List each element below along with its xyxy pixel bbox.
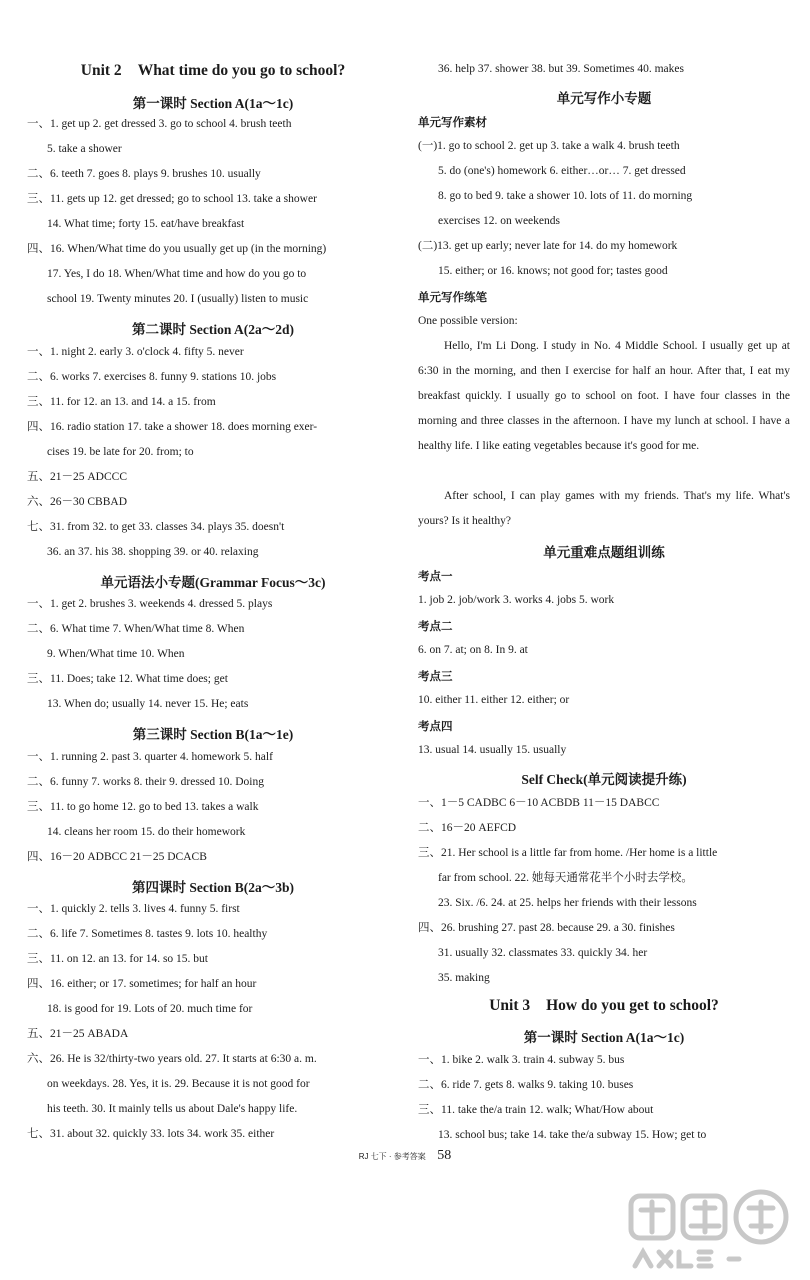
answer-line: 36. help 37. shower 38. but 39. Sometimes 40. makes	[438, 63, 684, 75]
unit-question: What time do you go to school?	[137, 62, 346, 79]
answer-line: 四、16－20 ADBCC 21－25 DCACB	[27, 851, 207, 863]
answer-line: 一、1. bike 2. walk 3. train 4. subway 5. bus	[418, 1054, 625, 1066]
unit-title	[418, 997, 790, 1015]
answer-line: 二、6. works 7. exercises 8. funny 9. stations 10. jobs	[27, 371, 277, 383]
answer-line: 15. either; or 16. knows; not good for; tastes good	[438, 265, 668, 277]
section-heading: 第四课时 Section B(2a～3b)	[132, 880, 294, 895]
section-heading: 第一课时 Section A(1a～1c)	[132, 96, 294, 111]
answer-line: 七、31. from 32. to get 33. classes 34. plays 35. doesn't	[27, 521, 285, 533]
answer-line: his teeth. 30. It mainly tells us about Dale's happy life.	[47, 1103, 298, 1115]
answer-line: 1. job 2. job/work 3. works 4. jobs 5. work	[418, 594, 615, 606]
page-footer	[0, 1148, 810, 1164]
answer-line: 三、11. to go home 12. go to bed 13. takes a walk	[27, 801, 259, 813]
answer-line: 8. go to bed 9. take a shower 10. lots of 11. do morning	[438, 190, 693, 202]
answer-line: 5. take a shower	[47, 143, 122, 155]
answer-line: exercises 12. on weekends	[438, 215, 560, 227]
answer-line: 一、1. running 2. past 3. quarter 4. homework 5. half	[27, 751, 273, 763]
answer-line: 六、26－30 CBBAD	[27, 496, 127, 508]
answer-line: 一、1－5 CADBC 6－10 ACBDB 11－15 DABCC	[418, 797, 660, 809]
section-heading: 第一课时 Section A(1a～1c)	[523, 1030, 685, 1045]
answer-line: 二、6. ride 7. gets 8. walks 9. taking 10. buses	[418, 1079, 634, 1091]
section-heading: 单元重难点题组训练	[543, 545, 665, 560]
unit-title	[27, 62, 399, 80]
right-column	[418, 0, 790, 1150]
answer-line: 三、11. gets up 12. get dressed; go to school 13. take a shower	[27, 193, 317, 205]
answer-line: 三、11. Does; take 12. What time does; get	[27, 673, 228, 685]
answer-line: 35. making	[438, 972, 490, 984]
page-number: 58	[437, 1148, 452, 1163]
answer-line: 四、16. When/What time do you usually get up (in the morning)	[27, 243, 327, 255]
section-heading: 第二课时 Section A(2a～2d)	[132, 322, 294, 337]
subsection-label: 考点四	[418, 721, 453, 733]
answer-line: on weekdays. 28. Yes, it is. 29. Because it is not good for	[47, 1078, 310, 1090]
answer-line: 三、11. on 12. an 13. for 14. so 15. but	[27, 953, 209, 965]
section-heading: Self Check(单元阅读提升练)	[521, 772, 687, 787]
answer-line: school 19. Twenty minutes 20. I (usually) listen to music	[47, 293, 309, 305]
answer-line: 二、6. What time 7. When/What time 8. When	[27, 623, 245, 635]
subsection-label: 单元写作素材	[418, 117, 487, 129]
answer-line: 18. is good for 19. Lots of 20. much time for	[47, 1003, 253, 1015]
answer-line: 六、26. He is 32/thirty-two years old. 27. It starts at 6:30 a. m.	[27, 1053, 317, 1065]
model-essay-paragraph: After school, I can play games with my friends. That's my life. What's yours? Is it healthy?	[418, 490, 790, 527]
section-heading: 单元语法小专题(Grammar Focus～3c)	[100, 575, 326, 590]
answer-line: 二、6. life 7. Sometimes 8. tastes 9. lots 10. healthy	[27, 928, 268, 940]
section-heading: 第三课时 Section B(1a～1e)	[132, 727, 294, 742]
answer-line: 14. cleans her room 15. do their homework	[47, 826, 246, 838]
watermark-logo	[625, 1186, 805, 1278]
answer-line: cises 19. be late for 20. from; to	[47, 446, 194, 458]
answer-line: One possible version:	[418, 315, 518, 327]
subsection-label: 考点二	[418, 621, 453, 633]
answer-line: 14. What time; forty 15. eat/have breakfast	[47, 218, 245, 230]
left-column	[27, 0, 399, 1150]
subsection-label: 考点一	[418, 571, 453, 583]
answer-line: 一、1. get up 2. get dressed 3. go to school 4. brush teeth	[27, 118, 292, 130]
answer-line: 四、16. either; or 17. sometimes; for half an hour	[27, 978, 257, 990]
answer-line: 9. When/What time 10. When	[47, 648, 185, 660]
answer-line: 一、1. night 2. early 3. o'clock 4. fifty 5. never	[27, 346, 244, 358]
unit-number: Unit 3	[489, 997, 531, 1014]
answer-line: far from school. 22. 她每天通常花半个小时去学校。	[438, 872, 693, 884]
answer-line: 二、16－20 AEFCD	[418, 822, 517, 834]
subsection-label: 单元写作练笔	[418, 292, 487, 304]
unit-question: How do you get to school?	[546, 997, 719, 1014]
answer-line: 6. on 7. at; on 8. In 9. at	[418, 644, 528, 656]
essay-block	[418, 334, 790, 459]
answer-line: 10. either 11. either 12. either; or	[418, 694, 570, 706]
answer-line: 二、6. teeth 7. goes 8. plays 9. brushes 10. usually	[27, 168, 261, 180]
answer-line: 31. usually 32. classmates 33. quickly 34. her	[438, 947, 648, 959]
answer-line: 5. do (one's) homework 6. either…or… 7. get dressed	[438, 165, 686, 177]
answer-line: 一、1. quickly 2. tells 3. lives 4. funny 5. first	[27, 903, 240, 915]
answer-line: 五、21－25 ABADA	[27, 1028, 129, 1040]
answer-line: 四、26. brushing 27. past 28. because 29. a 30. finishes	[418, 922, 675, 934]
subsection-label: 考点三	[418, 671, 453, 683]
answer-line: (二)13. get up early; never late for 14. do my homework	[418, 240, 678, 252]
footer-book-tag: RJ 七下 · 参考答案	[358, 1152, 426, 1161]
answer-line: 一、1. get 2. brushes 3. weekends 4. dressed 5. plays	[27, 598, 273, 610]
answer-line: 五、21－25 ADCCC	[27, 471, 127, 483]
answer-line: 三、11. for 12. an 13. and 14. a 15. from	[27, 396, 216, 408]
section-heading: 单元写作小专题	[556, 91, 652, 106]
answer-line: 36. an 37. his 38. shopping 39. or 40. relaxing	[47, 546, 259, 558]
answer-line: 三、21. Her school is a little far from home. /Her home is a little	[418, 847, 718, 859]
answer-line: 四、16. radio station 17. take a shower 18. does morning exer-	[27, 421, 318, 433]
answer-line: 三、11. take the/a train 12. walk; What/How about	[418, 1104, 654, 1116]
answer-line: 23. Six. /6. 24. at 25. helps her friends with their lessons	[438, 897, 697, 909]
answer-line: 七、31. about 32. quickly 33. lots 34. work 35. either	[27, 1128, 275, 1140]
unit-number: Unit 2	[80, 62, 122, 79]
answer-line: 17. Yes, I do 18. When/What time and how do you go to	[47, 268, 307, 280]
essay-block	[418, 484, 790, 534]
answer-line: (一)1. go to school 2. get up 3. take a walk 4. brush teeth	[418, 140, 680, 152]
answer-line: 13. usual 14. usually 15. usually	[418, 744, 567, 756]
answer-line: 13. When do; usually 14. never 15. He; eats	[47, 698, 249, 710]
model-essay-paragraph: Hello, I'm Li Dong. I study in No. 4 Middle School. I usually get up at 6:30 in the morning, and then I exercise for half an hour. After that, I eat my breakfast quickly. I usually go to school on foot. I have four classes in the morning and three classes in the afternoon. I have my lunch at school. I have a healthy life. I like eating vegetables because it's good for me.	[418, 340, 790, 452]
answer-line: 13. school bus; take 14. take the/a subway 15. How; get to	[438, 1129, 707, 1141]
answer-line: 二、6. funny 7. works 8. their 9. dressed 10. Doing	[27, 776, 265, 788]
